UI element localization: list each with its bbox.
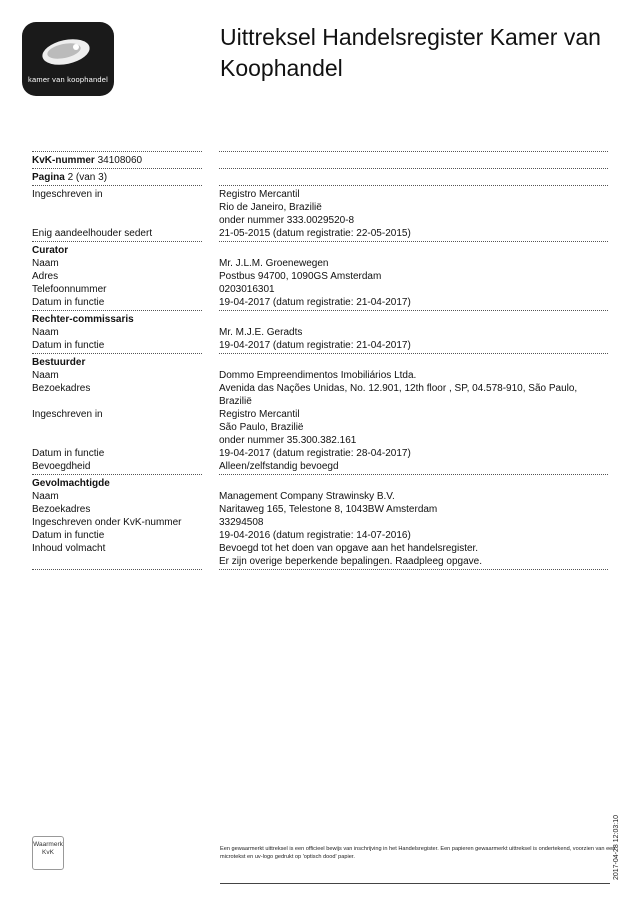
curator-row: Adres Postbus 94700, 1090GS Amsterdam [32, 271, 382, 282]
kvk-logo [22, 22, 114, 96]
proxy-row: Bezoekadres Naritaweg 165, Telestone 8, 1043BW Amsterdam [32, 504, 438, 515]
stamp-line: Waarmerk [33, 841, 63, 848]
logo-text: kamer van koophandel [28, 75, 108, 84]
page-value: 2 (van 3) [67, 172, 108, 183]
proxy-power-row: Inhoud volmacht Bevoegd tot het doen van opgave aan het handelsregister. Er zijn overige beperkende bepalingen. Raadpleeg opgave. [32, 543, 482, 567]
director-address-row: Bezoekadres Avenida das Nações Unidas, No. 12.901, 12th floor , SP, 04.578-910, São Paulo, Brazilië [32, 383, 578, 407]
shareholder-label: Enig aandeelhouder sedert [32, 228, 153, 239]
kvk-label: KvK-nummer [32, 155, 95, 166]
curator-row: Telefoonnummer 0203016301 [32, 284, 275, 295]
registration-line: Registro Mercantil [219, 189, 300, 200]
stamp-line: KvK [42, 849, 54, 856]
curator-heading: Curator [32, 245, 69, 256]
curator-row: Naam Mr. J.L.M. Groenewegen [32, 258, 329, 269]
kvk-value: 34108060 [97, 155, 143, 166]
separator [32, 185, 608, 186]
separator [32, 569, 608, 570]
shareholder-row [32, 227, 608, 240]
director-registration-row: Ingeschreven in Registro Mercantil São Paulo, Brazilië onder nummer 35.300.382.161 [32, 409, 357, 446]
director-name-row: Naam Dommo Empreendimentos Imobiliários Ltda. [32, 370, 417, 381]
page-label: Pagina [32, 172, 65, 183]
page-title: Uittreksel Handelsregister Kamer van Koophandel [220, 24, 601, 81]
page-row [32, 171, 608, 184]
print-timestamp: 2017-04-28 12:03:10 [613, 815, 620, 880]
director-date-row: Datum in functie 19-04-2017 (datum registratie: 28-04-2017) [32, 448, 411, 459]
registration-line: Rio de Janeiro, Brazilië [219, 202, 322, 213]
shareholder-value: 21-05-2015 (datum registratie: 22-05-2015) [219, 228, 411, 239]
footer-disclaimer: Een gewaarmerkt uittreksel is een officieel bewijs van inschrijving in het Handelsregister. Een papieren gewaarmerkt uittreksel is ondertekend, voorzien van een microtekst en uv-logo gedrukt op 'optisch dood' papier. [220, 846, 616, 860]
judge-row: Naam Mr. M.J.E. Geradts [32, 327, 303, 338]
watermark-stamp [32, 836, 64, 870]
document-body [32, 150, 608, 572]
kvk-number-row [32, 154, 608, 167]
registration-row [32, 188, 608, 227]
judge-heading: Rechter-commissaris [32, 314, 134, 325]
judge-row: Datum in functie 19-04-2017 (datum registratie: 21-04-2017) [32, 340, 411, 351]
separator [32, 310, 608, 311]
registration-line: onder nummer 333.0029520-8 [219, 215, 355, 226]
registration-label: Ingeschreven in [32, 189, 103, 200]
footer-rule [220, 883, 610, 884]
director-heading: Bestuurder [32, 357, 86, 368]
separator [32, 353, 608, 354]
curator-row: Datum in functie 19-04-2017 (datum registratie: 21-04-2017) [32, 297, 411, 308]
proxy-row: Naam Management Company Strawinsky B.V. [32, 491, 395, 502]
separator [32, 151, 608, 152]
logo-emblem-icon [36, 32, 100, 70]
separator [32, 241, 608, 242]
proxy-heading: Gevolmachtigde [32, 478, 110, 489]
proxy-row: Ingeschreven onder KvK-nummer 33294508 [32, 517, 264, 528]
separator [32, 168, 608, 169]
director-power-row: Bevoegdheid Alleen/zelfstandig bevoegd [32, 461, 339, 472]
separator [32, 474, 608, 475]
proxy-row: Datum in functie 19-04-2016 (datum registratie: 14-07-2016) [32, 530, 411, 541]
